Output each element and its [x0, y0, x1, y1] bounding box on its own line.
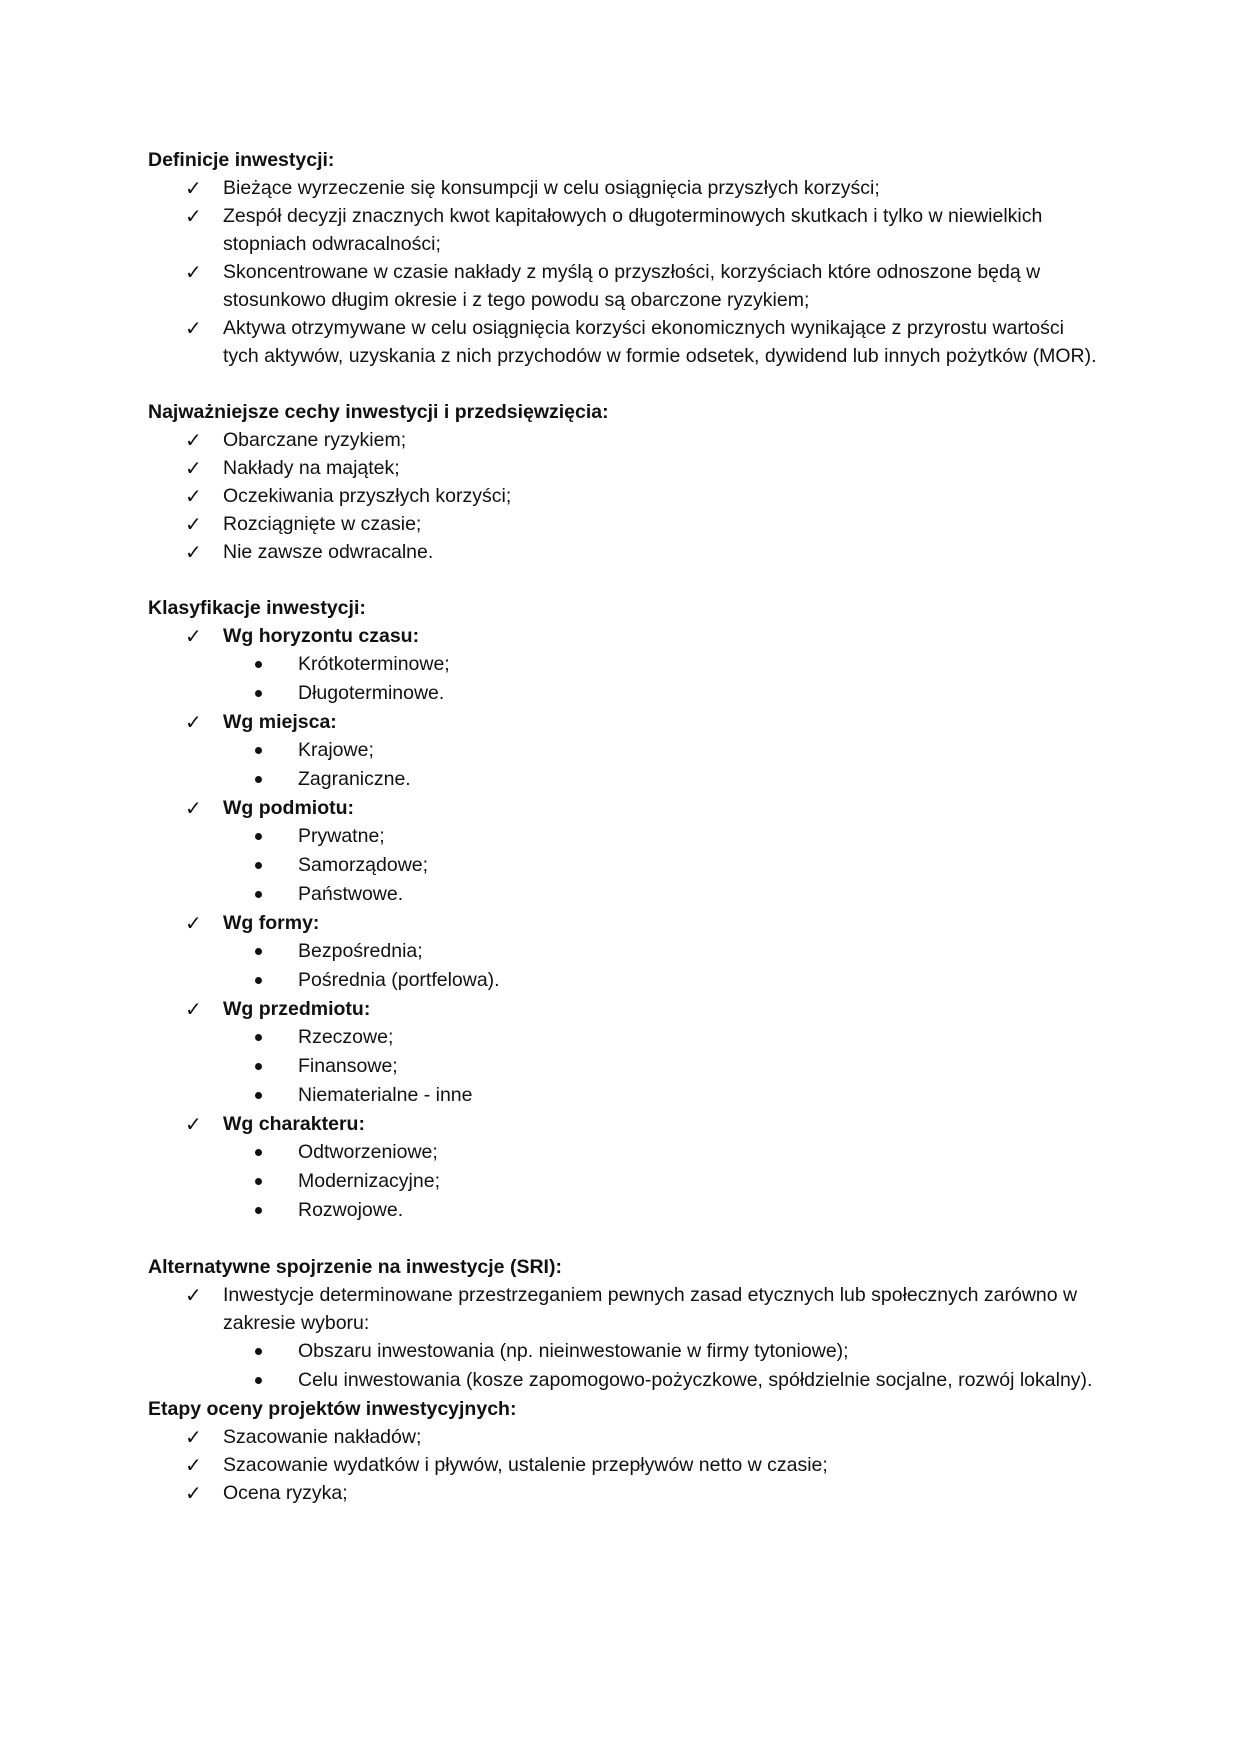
section-title: Definicje inwestycji:	[148, 149, 335, 171]
list-item	[148, 258, 1098, 314]
list-item	[223, 966, 1098, 995]
list-item	[223, 1052, 1098, 1081]
checkmark-icon: ✓	[185, 1481, 202, 1505]
bullet-icon	[255, 1149, 262, 1156]
list-item	[148, 482, 1098, 510]
checkmark-icon: ✓	[185, 176, 202, 200]
bullet-list	[223, 937, 1098, 995]
list-item	[223, 1023, 1098, 1052]
checkmark-icon: ✓	[185, 484, 202, 508]
list-item	[148, 314, 1098, 370]
list-item-text: Pośrednia (portfelowa).	[298, 969, 500, 991]
list-item	[148, 909, 1098, 995]
bullet-icon	[255, 690, 262, 697]
bullet-icon	[255, 776, 262, 783]
bullet-icon	[255, 1348, 262, 1355]
list-item-text: Nakłady na majątek;	[223, 457, 400, 479]
list-item	[148, 426, 1098, 454]
bullet-icon	[255, 833, 262, 840]
bullet-icon	[255, 1092, 262, 1099]
check-list	[148, 1281, 1098, 1395]
list-item	[148, 174, 1098, 202]
list-item-text: Obszaru inwestowania (np. nieinwestowanie w firmy tytoniowe);	[298, 1340, 849, 1362]
bullet-icon	[255, 1063, 262, 1070]
list-item	[223, 1366, 1098, 1395]
list-item	[223, 736, 1098, 765]
list-item-text: Nie zawsze odwracalne.	[223, 541, 434, 563]
bullet-icon	[255, 1034, 262, 1041]
bullet-list	[223, 1337, 1098, 1395]
list-item	[223, 1167, 1098, 1196]
list-item	[148, 622, 1098, 708]
list-item	[223, 937, 1098, 966]
list-item	[223, 1337, 1098, 1366]
list-item	[223, 679, 1098, 708]
list-item	[148, 1479, 1098, 1507]
bullet-icon	[255, 1377, 262, 1384]
list-item-text: Rozciągnięte w czasie;	[223, 513, 422, 535]
list-item-text: Zagraniczne.	[298, 768, 411, 790]
list-item-text: Niematerialne - inne	[298, 1084, 473, 1106]
list-item	[148, 1110, 1098, 1225]
checkmark-icon: ✓	[185, 540, 202, 564]
list-item-text: Skoncentrowane w czasie nakłady z myślą o przyszłości, korzyściach które odnoszone będą w stosunkowo długim okresie i z tego powodu są obarczone ryzykiem;	[223, 261, 1041, 311]
list-item	[148, 708, 1098, 794]
list-item-text: Szacowanie wydatków i pływów, ustalenie przepływów netto w czasie;	[223, 1454, 828, 1476]
group-label: Wg podmiotu:	[223, 797, 355, 819]
check-list	[148, 622, 1098, 1225]
checkmark-icon: ✓	[185, 1453, 202, 1477]
list-item-text: Finansowe;	[298, 1055, 398, 1077]
check-list	[148, 174, 1098, 370]
group-label: Wg horyzontu czasu:	[223, 625, 420, 647]
list-item-text: Długoterminowe.	[298, 682, 445, 704]
list-item-text: Szacowanie nakładów;	[223, 1426, 422, 1448]
list-item-text: Bieżące wyrzeczenie się konsumpcji w celu osiągnięcia przyszłych korzyści;	[223, 177, 880, 199]
list-item	[148, 1281, 1098, 1395]
group-label: Wg miejsca:	[223, 711, 337, 733]
section-sri	[148, 1253, 1098, 1395]
section-title: Najważniejsze cechy inwestycji i przedsięwzięcia:	[148, 401, 609, 423]
section-features	[148, 398, 1098, 566]
checkmark-icon: ✓	[185, 316, 202, 340]
document-page	[148, 146, 1098, 1535]
list-item-text: Obarczane ryzykiem;	[223, 429, 407, 451]
list-item	[223, 822, 1098, 851]
list-item-text: Oczekiwania przyszłych korzyści;	[223, 485, 512, 507]
list-item-text: Rozwojowe.	[298, 1199, 404, 1221]
list-item-text: Aktywa otrzymywane w celu osiągnięcia korzyści ekonomicznych wynikające z przyrostu wartości tych aktywów, uzyskania z nich przychodów w formie odsetek, dywidend lub innych pożytków (MOR).	[223, 317, 1097, 367]
list-item	[223, 1081, 1098, 1110]
list-item-text: Państwowe.	[298, 883, 404, 905]
list-item	[148, 454, 1098, 482]
list-item	[148, 202, 1098, 258]
bullet-icon	[255, 1178, 262, 1185]
checkmark-icon: ✓	[185, 624, 202, 648]
list-item	[223, 851, 1098, 880]
section-classification	[148, 594, 1098, 1225]
list-item	[148, 510, 1098, 538]
list-item	[223, 1196, 1098, 1225]
bullet-list	[223, 736, 1098, 794]
bullet-icon	[255, 1207, 262, 1214]
bullet-icon	[255, 891, 262, 898]
bullet-icon	[255, 977, 262, 984]
list-item	[148, 1451, 1098, 1479]
list-item-text: Krajowe;	[298, 739, 374, 761]
list-item	[148, 995, 1098, 1110]
list-item	[148, 1423, 1098, 1451]
bullet-icon	[255, 948, 262, 955]
section-title: Alternatywne spojrzenie na inwestycje (SRI):	[148, 1256, 562, 1278]
section-evaluation-stages	[148, 1395, 1098, 1507]
list-item-text: Samorządowe;	[298, 854, 429, 876]
check-list	[148, 1423, 1098, 1507]
check-list	[148, 426, 1098, 566]
list-item-text: Bezpośrednia;	[298, 940, 423, 962]
checkmark-icon: ✓	[185, 710, 202, 734]
group-label: Wg formy:	[223, 912, 320, 934]
bullet-list	[223, 1138, 1098, 1225]
checkmark-icon: ✓	[185, 911, 202, 935]
checkmark-icon: ✓	[185, 1112, 202, 1136]
list-item-text: Krótkoterminowe;	[298, 653, 450, 675]
list-item-text: Prywatne;	[298, 825, 385, 847]
bullet-icon	[255, 747, 262, 754]
group-label: Wg charakteru:	[223, 1113, 365, 1135]
bullet-list	[223, 650, 1098, 708]
list-item	[148, 794, 1098, 909]
group-label: Wg przedmiotu:	[223, 998, 371, 1020]
checkmark-icon: ✓	[185, 1283, 202, 1307]
bullet-icon	[255, 862, 262, 869]
list-item-text: Zespół decyzji znacznych kwot kapitałowych o długoterminowych skutkach i tylko w niewielkich stopniach odwracalności;	[223, 205, 1043, 255]
checkmark-icon: ✓	[185, 456, 202, 480]
checkmark-icon: ✓	[185, 796, 202, 820]
list-item-text: Rzeczowe;	[298, 1026, 394, 1048]
checkmark-icon: ✓	[185, 260, 202, 284]
list-item	[223, 1138, 1098, 1167]
list-item	[223, 880, 1098, 909]
list-item	[148, 538, 1098, 566]
section-title: Klasyfikacje inwestycji:	[148, 597, 366, 619]
list-item	[223, 650, 1098, 679]
list-item-text: Odtworzeniowe;	[298, 1141, 438, 1163]
checkmark-icon: ✓	[185, 428, 202, 452]
checkmark-icon: ✓	[185, 1425, 202, 1449]
list-item	[223, 765, 1098, 794]
section-definitions	[148, 146, 1098, 370]
list-item-text: Modernizacyjne;	[298, 1170, 440, 1192]
bullet-icon	[255, 661, 262, 668]
bullet-list	[223, 822, 1098, 909]
checkmark-icon: ✓	[185, 204, 202, 228]
list-item-text: Ocena ryzyka;	[223, 1482, 348, 1504]
checkmark-icon: ✓	[185, 512, 202, 536]
list-item-text: Celu inwestowania (kosze zapomogowo-pożyczkowe, spółdzielnie socjalne, rozwój lokalny).	[298, 1369, 1093, 1391]
section-title: Etapy oceny projektów inwestycyjnych:	[148, 1398, 517, 1420]
bullet-list	[223, 1023, 1098, 1110]
checkmark-icon: ✓	[185, 997, 202, 1021]
list-item-text: Inwestycje determinowane przestrzeganiem pewnych zasad etycznych lub społecznych zarówno w zakresie wyboru:	[223, 1284, 1078, 1334]
